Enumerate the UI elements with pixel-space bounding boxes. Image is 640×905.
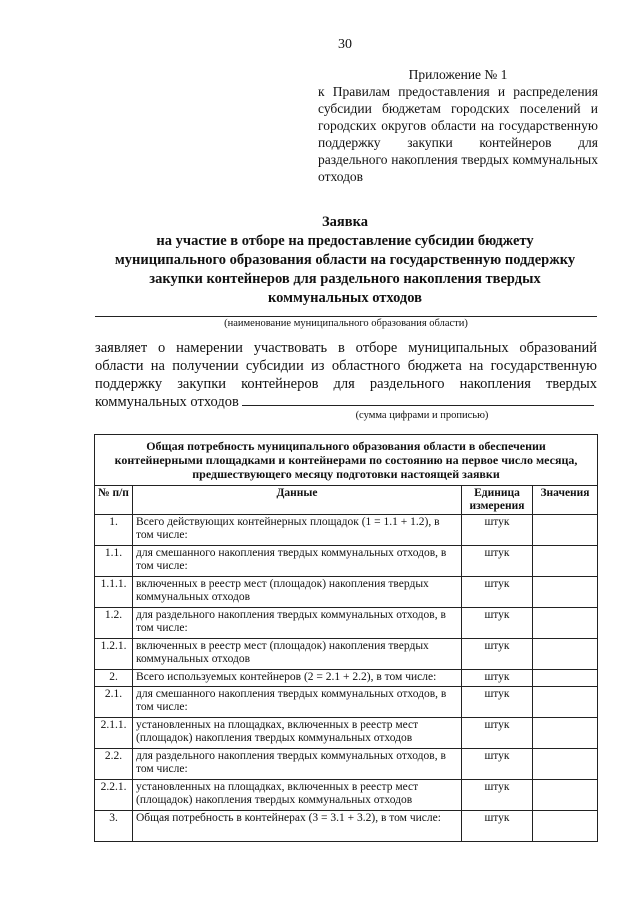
- sum-input-line[interactable]: [242, 393, 594, 406]
- row-value[interactable]: [533, 718, 598, 749]
- row-unit: штук: [462, 780, 533, 811]
- row-value[interactable]: [533, 687, 598, 718]
- row-data: включенных в реестр мест (площадок) накопления твердых коммунальных отходов: [133, 639, 462, 670]
- row-data: Общая потребность в контейнерах (3 = 3.1 + 3.2), в том числе:: [133, 811, 462, 842]
- row-data: Всего используемых контейнеров (2 = 2.1 + 2.2), в том числе:: [133, 670, 462, 687]
- row-num: 1.: [95, 515, 133, 546]
- header-unit: Единица измерения: [462, 486, 533, 515]
- row-unit: штук: [462, 608, 533, 639]
- table-row: [95, 687, 598, 718]
- row-unit: штук: [462, 687, 533, 718]
- table-row: [95, 577, 598, 608]
- row-unit: штук: [462, 718, 533, 749]
- row-data: установленных на площадках, включенных в реестр мест (площадок) накопления твердых коммунальных отходов: [133, 780, 462, 811]
- application-title-line: закупки контейнеров для раздельного накопления твердых: [149, 271, 541, 287]
- row-data: для раздельного накопления твердых коммунальных отходов, в том числе:: [133, 749, 462, 780]
- table-row: [95, 718, 598, 749]
- row-num: 2.: [95, 670, 133, 687]
- appendix-title: Приложение № 1: [408, 67, 508, 82]
- application-title-line: коммунальных отходов: [268, 290, 422, 306]
- municipality-caption: (наименование муниципального образования области): [224, 318, 468, 329]
- table-row: [95, 608, 598, 639]
- row-value[interactable]: [533, 608, 598, 639]
- header-num: № п/п: [95, 486, 133, 515]
- page-number: 30: [338, 37, 352, 52]
- row-num: 1.1.1.: [95, 577, 133, 608]
- table-row: [95, 749, 598, 780]
- row-value[interactable]: [533, 639, 598, 670]
- row-value[interactable]: [533, 515, 598, 546]
- table-row: [95, 639, 598, 670]
- municipality-name-line[interactable]: [95, 316, 597, 317]
- table-row: [95, 811, 598, 842]
- row-unit: штук: [462, 546, 533, 577]
- application-title-line: Заявка: [322, 214, 368, 230]
- row-num: 2.1.: [95, 687, 133, 718]
- header-value: Значения: [533, 486, 598, 515]
- row-unit: штук: [462, 670, 533, 687]
- sum-caption: (сумма цифрами и прописью): [355, 410, 489, 421]
- row-data: для раздельного накопления твердых коммунальных отходов, в том числе:: [133, 608, 462, 639]
- row-value[interactable]: [533, 577, 598, 608]
- row-value[interactable]: [533, 780, 598, 811]
- row-unit: штук: [462, 749, 533, 780]
- row-value[interactable]: [533, 670, 598, 687]
- row-num: 3.: [95, 811, 133, 842]
- row-num: 2.2.1.: [95, 780, 133, 811]
- table-row: [95, 780, 598, 811]
- header-data: Данные: [133, 486, 462, 515]
- row-num: 2.2.: [95, 749, 133, 780]
- table-row: [95, 670, 598, 687]
- row-unit: штук: [462, 577, 533, 608]
- statement-text: [95, 339, 597, 411]
- table-title: Общая потребность муниципального образования области в обеспечении контейнерными площадками и контейнерами по состоянию на первое число месяца, предшествующего месяцу подготовки настоящей заявки: [95, 435, 598, 486]
- row-num: 1.1.: [95, 546, 133, 577]
- needs-table: [94, 434, 598, 842]
- row-value[interactable]: [533, 546, 598, 577]
- appendix-block: [318, 66, 598, 185]
- row-unit: штук: [462, 639, 533, 670]
- table-row: [95, 515, 598, 546]
- row-data: установленных на площадках, включенных в реестр мест (площадок) накопления твердых коммунальных отходов: [133, 718, 462, 749]
- row-data: включенных в реестр мест (площадок) накопления твердых коммунальных отходов: [133, 577, 462, 608]
- row-unit: штук: [462, 515, 533, 546]
- row-value[interactable]: [533, 811, 598, 842]
- application-title: [95, 213, 595, 308]
- application-title-line: на участие в отборе на предоставление субсидии бюджету: [156, 233, 534, 249]
- row-num: 1.2.1.: [95, 639, 133, 670]
- statement-body: заявляет о намерении участвовать в отборе муниципальных образований области на получении субсидии из областного бюджета на государственную поддержку закупки контейнеров для раздельного накопления твердых коммунальных отходов: [95, 340, 597, 410]
- row-value[interactable]: [533, 749, 598, 780]
- row-data: для смешанного накопления твердых коммунальных отходов, в том числе:: [133, 687, 462, 718]
- row-num: 2.1.1.: [95, 718, 133, 749]
- table-row: [95, 546, 598, 577]
- appendix-text: к Правилам предоставления и распределения субсидии бюджетам городских поселений и городских округов области на государственную поддержку закупки контейнеров для раздельного накопления твердых коммунальных отходов: [318, 84, 598, 184]
- row-num: 1.2.: [95, 608, 133, 639]
- row-data: для смешанного накопления твердых коммунальных отходов, в том числе:: [133, 546, 462, 577]
- row-unit: штук: [462, 811, 533, 842]
- application-title-line: муниципального образования области на государственную поддержку: [114, 252, 576, 268]
- row-data: Всего действующих контейнерных площадок (1 = 1.1 + 1.2), в том числе:: [133, 515, 462, 546]
